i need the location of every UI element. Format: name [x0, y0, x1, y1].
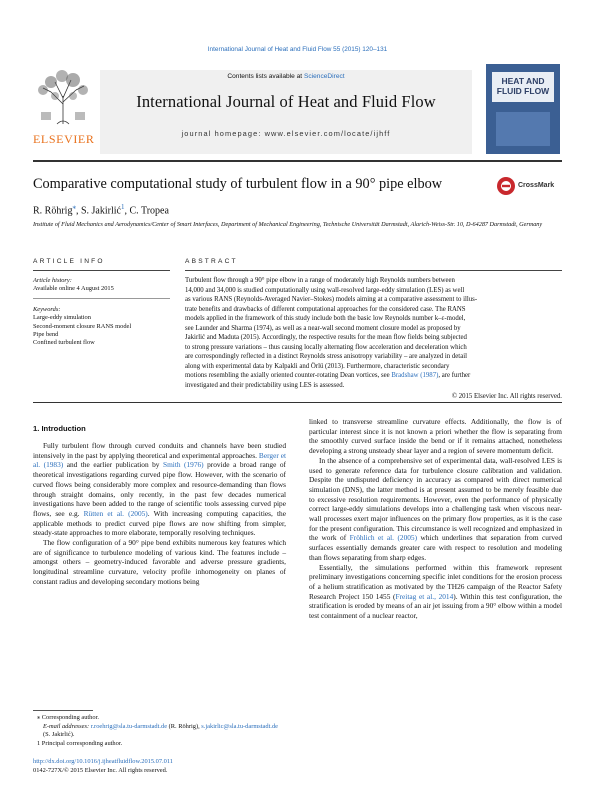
article-info-rule	[33, 270, 170, 271]
citation-link[interactable]: Rütten et al. (2005)	[83, 508, 148, 518]
citation-link[interactable]: Smith (1976)	[162, 460, 204, 470]
abstract-bottom-rule	[33, 402, 562, 403]
text-run: . With increasing computing capacities, the applicable methods to predict curved pipe flows are now shifting from simpler, steady-state approaches to more elaborate, temporally resolving techniques.	[33, 508, 286, 538]
text-run: which underlines that separation from curved surfaces essentially demands greater care with respect to resolution and modeling than flows separating from sharp edges.	[309, 533, 562, 562]
keyword: Second-moment closure RANS model	[33, 322, 132, 330]
email-link[interactable]: s.jakirlic@sla.tu-darmstadt.de	[201, 722, 278, 730]
intro-paragraph-2: The flow configuration of a 90° pipe bend exhibits numerous key features which are of significance to turbulence modeling of various kind. The features include – amongst others – geometry-induced favorable and adverse pressure gradients, longitudinal streamline curvature, velocity profile inhomogeneity on planes of constant radius and developing secondary motions being	[33, 538, 286, 586]
author-name[interactable]: C. Tropea	[129, 205, 169, 217]
section-heading-introduction: 1. Introduction	[33, 424, 86, 433]
sciencedirect-link[interactable]: ScienceDirect	[303, 73, 345, 80]
citation-link[interactable]: Freitag et al., 2014	[395, 591, 454, 601]
abstract-line: 14,000 and 34,000 is studied computationally using wall-resolved large-eddy simulation (LES) as well	[185, 286, 465, 294]
abstract-line-text: motions resembling the axially oriented counter-rotating Dean vortices, see	[185, 372, 392, 380]
footnotes	[33, 714, 286, 748]
keyword: Large-eddy simulation	[33, 314, 91, 322]
intro-paragraph-1	[33, 441, 286, 538]
text-run: Fully turbulent flow through curved conduits and channels have been studied intensively in the past by applying theoretical and experimental approaches.	[33, 441, 286, 460]
homepage-line	[100, 129, 472, 138]
text-run: In the absence of a comprehensive set of experimental data, wall-resolved LES is used to generate reference data for turbulence closure calibration and validation. Despite the undisputed deficiency in accuracy as compared with direct numerical simulation (DNS), the latter method is at present assumed to be merely feasible due to excessive resolution requirements. However, even the performance of physically correct large-eddy simulations develops into a challenging task when viscous near-wall processes exert major influences on the primary flow properties, as it is the case for the present configuration. This circumstance is well recognized and emphasized in the work of	[309, 455, 562, 543]
abstract-line: along with experimental data by Kalpakli and Örlü (2013). Furthermore, characteristic secondary	[185, 362, 450, 370]
contents-prefix: Contents lists available at	[227, 73, 304, 80]
contents-line	[100, 73, 472, 80]
email-link[interactable]: r.roehrig@sla.tu-darmstadt.de	[90, 722, 168, 730]
keywords-block	[33, 306, 170, 347]
history-value: Available online 4 August 2015	[33, 285, 114, 293]
elsevier-tree-icon	[33, 68, 93, 126]
authors-line: R. Röhrig⁎, S. Jakirlić$^1$, C. Tropea	[33, 203, 169, 217]
article-title: Comparative computational study of turbulent flow in a 90° pipe elbow	[33, 176, 443, 192]
article-history	[33, 277, 170, 294]
abstract-line: models applied in the framework of this study include both the basic low Reynolds number k–ε-model,	[185, 315, 466, 323]
crossmark-label: CrossMark	[518, 182, 555, 189]
keyword: Confined turbulent flow	[33, 339, 95, 347]
author-mark[interactable]: 1	[120, 203, 125, 211]
crossmark-icon	[496, 176, 516, 196]
bradshaw-link[interactable]: Bradshaw (1987)	[391, 372, 439, 380]
abstract-line: Jakirlić and Maduta (2015). Accordingly, the respective results for the mean flow fields being subjected	[185, 334, 467, 342]
abstract-line: investigated and their predictability using LES is assessed.	[185, 382, 345, 390]
email-owner: (R. Röhrig),	[167, 722, 202, 730]
text-run: and the earlier publication by	[63, 460, 163, 470]
elsevier-logo	[33, 68, 95, 146]
crossmark-badge[interactable]	[496, 176, 566, 198]
text-run: provide a broad range of theoretical investigations regarding curved pipe flow. However, with the scenario of curved flows being considerably more complex and resource-demanding than flows through straight domains, only recently, in the past few decades numerical investigations have been added to the range of scientific tools assessing curved pipe flows, see e.g.	[33, 460, 286, 518]
journal-citation[interactable]: International Journal of Heat and Fluid Flow 55 (2015) 120–131	[207, 46, 388, 53]
keyword: Pipe bend	[33, 330, 59, 338]
right-paragraph-3	[309, 563, 562, 621]
doi-link[interactable]: http://dx.doi.org/10.1016/j.ijheatfluidflow.2015.07.011	[33, 758, 173, 765]
abstract-heading: ABSTRACT	[185, 258, 238, 265]
citation-link[interactable]: Fröhlich et al. (2005)	[349, 533, 418, 543]
author-mark[interactable]: ⁎	[72, 203, 76, 211]
abstract-line: trate benefits and drawbacks of different computational approaches for the considered case. The RANS	[185, 305, 466, 313]
cover-line1: HEAT AND	[501, 76, 545, 86]
author-name[interactable]: S. Jakirlić	[80, 205, 121, 217]
right-column	[309, 417, 562, 621]
abstract-line-text: , are further	[438, 372, 471, 380]
abstract-line: are correspondingly reflected in a distinct Reynolds stress anisotropy variability – are analyzed in detail	[185, 353, 467, 361]
text-run: ). Within this test configuration, the stratification is eroded by means of an air jet issuing from a 90° elbow within a model test containment of a nuclear reactor,	[309, 591, 562, 621]
keywords-label: Keywords:	[33, 306, 61, 313]
journal-cover	[486, 64, 560, 154]
homepage-prefix: journal homepage:	[181, 129, 265, 138]
affiliation: Institute of Fluid Mechanics and Aerodynamics/Center of Smart Interfaces, Department of Mechanical Engineering, Technische Universität Darmstadt, Alarich-Weiss-Str. 10, D-64287 Darmstadt, Germany	[33, 221, 543, 228]
abstract-body	[185, 276, 562, 401]
email-owner: (S. Jakirlić).	[43, 731, 75, 739]
header-rule	[33, 160, 562, 162]
author-name[interactable]: R. Röhrig	[33, 205, 73, 217]
footnote-corresponding: ⁎ Corresponding author.	[37, 714, 99, 721]
abstract-line: to strong pressure variations – thus causing locally alternating flow acceleration and deceleration which	[185, 343, 467, 351]
bottom-meta	[33, 758, 333, 775]
footnote-emails	[33, 723, 286, 740]
abstract-line: see Launder and Sharma (1974), as well as a near-wall second moment closure model as proposed by	[185, 324, 461, 332]
history-label: Article history:	[33, 277, 72, 284]
footnote-rule	[33, 710, 93, 711]
citation-link[interactable]: Berger et al. (1983)	[33, 450, 287, 470]
publisher-name: ELSEVIER	[33, 132, 95, 146]
abstract-copyright: © 2015 Elsevier Inc. All rights reserved.	[451, 392, 562, 400]
footnote-principal: 1 Principal corresponding author.	[37, 739, 123, 747]
article-info-heading: ARTICLE INFO	[33, 258, 105, 265]
issn-line: 0142-727X/© 2015 Elsevier Inc. All rights reserved.	[33, 766, 168, 774]
left-column	[33, 441, 286, 587]
abstract-line	[185, 371, 562, 381]
right-paragraph-1: linked to transverse streamline curvature effects. Additionally, the flow is of particular interest since it is not known a priori whether the flow is separating from the smoothly curved surface inside the bend or if it remains attached, nonetheless developing a strong unsteady shear layer and a region of severe momentum deficit.	[309, 417, 562, 456]
abstract-rule	[185, 270, 562, 271]
abstract-line: Turbulent flow through a 90° pipe elbow in a range of moderately high Reynolds numbers between	[185, 277, 455, 284]
text-run: Essentially, the simulations performed within this framework represent preliminary investigations concerning specific inlet conditions for the erosion process of a helium stratification as motivated by the TH26 campaign of the Reactor Safety Research Project 150 1455 (	[309, 562, 562, 601]
cover-graphic	[496, 112, 550, 146]
homepage-url[interactable]: www.elsevier.com/locate/ijhff	[264, 129, 391, 138]
abstract-line: as various RANS (Reynolds-Averaged Navier–Stokes) models aiming at a comparative assessment to illus-	[185, 296, 478, 304]
right-paragraph-2	[309, 456, 562, 563]
email-label: E-mail addresses:	[43, 722, 91, 730]
journal-title: International Journal of Heat and Fluid Flow	[136, 92, 436, 111]
cover-line2: FLUID FLOW	[496, 86, 550, 96]
header-box	[100, 70, 472, 154]
article-info-divider	[33, 298, 170, 299]
